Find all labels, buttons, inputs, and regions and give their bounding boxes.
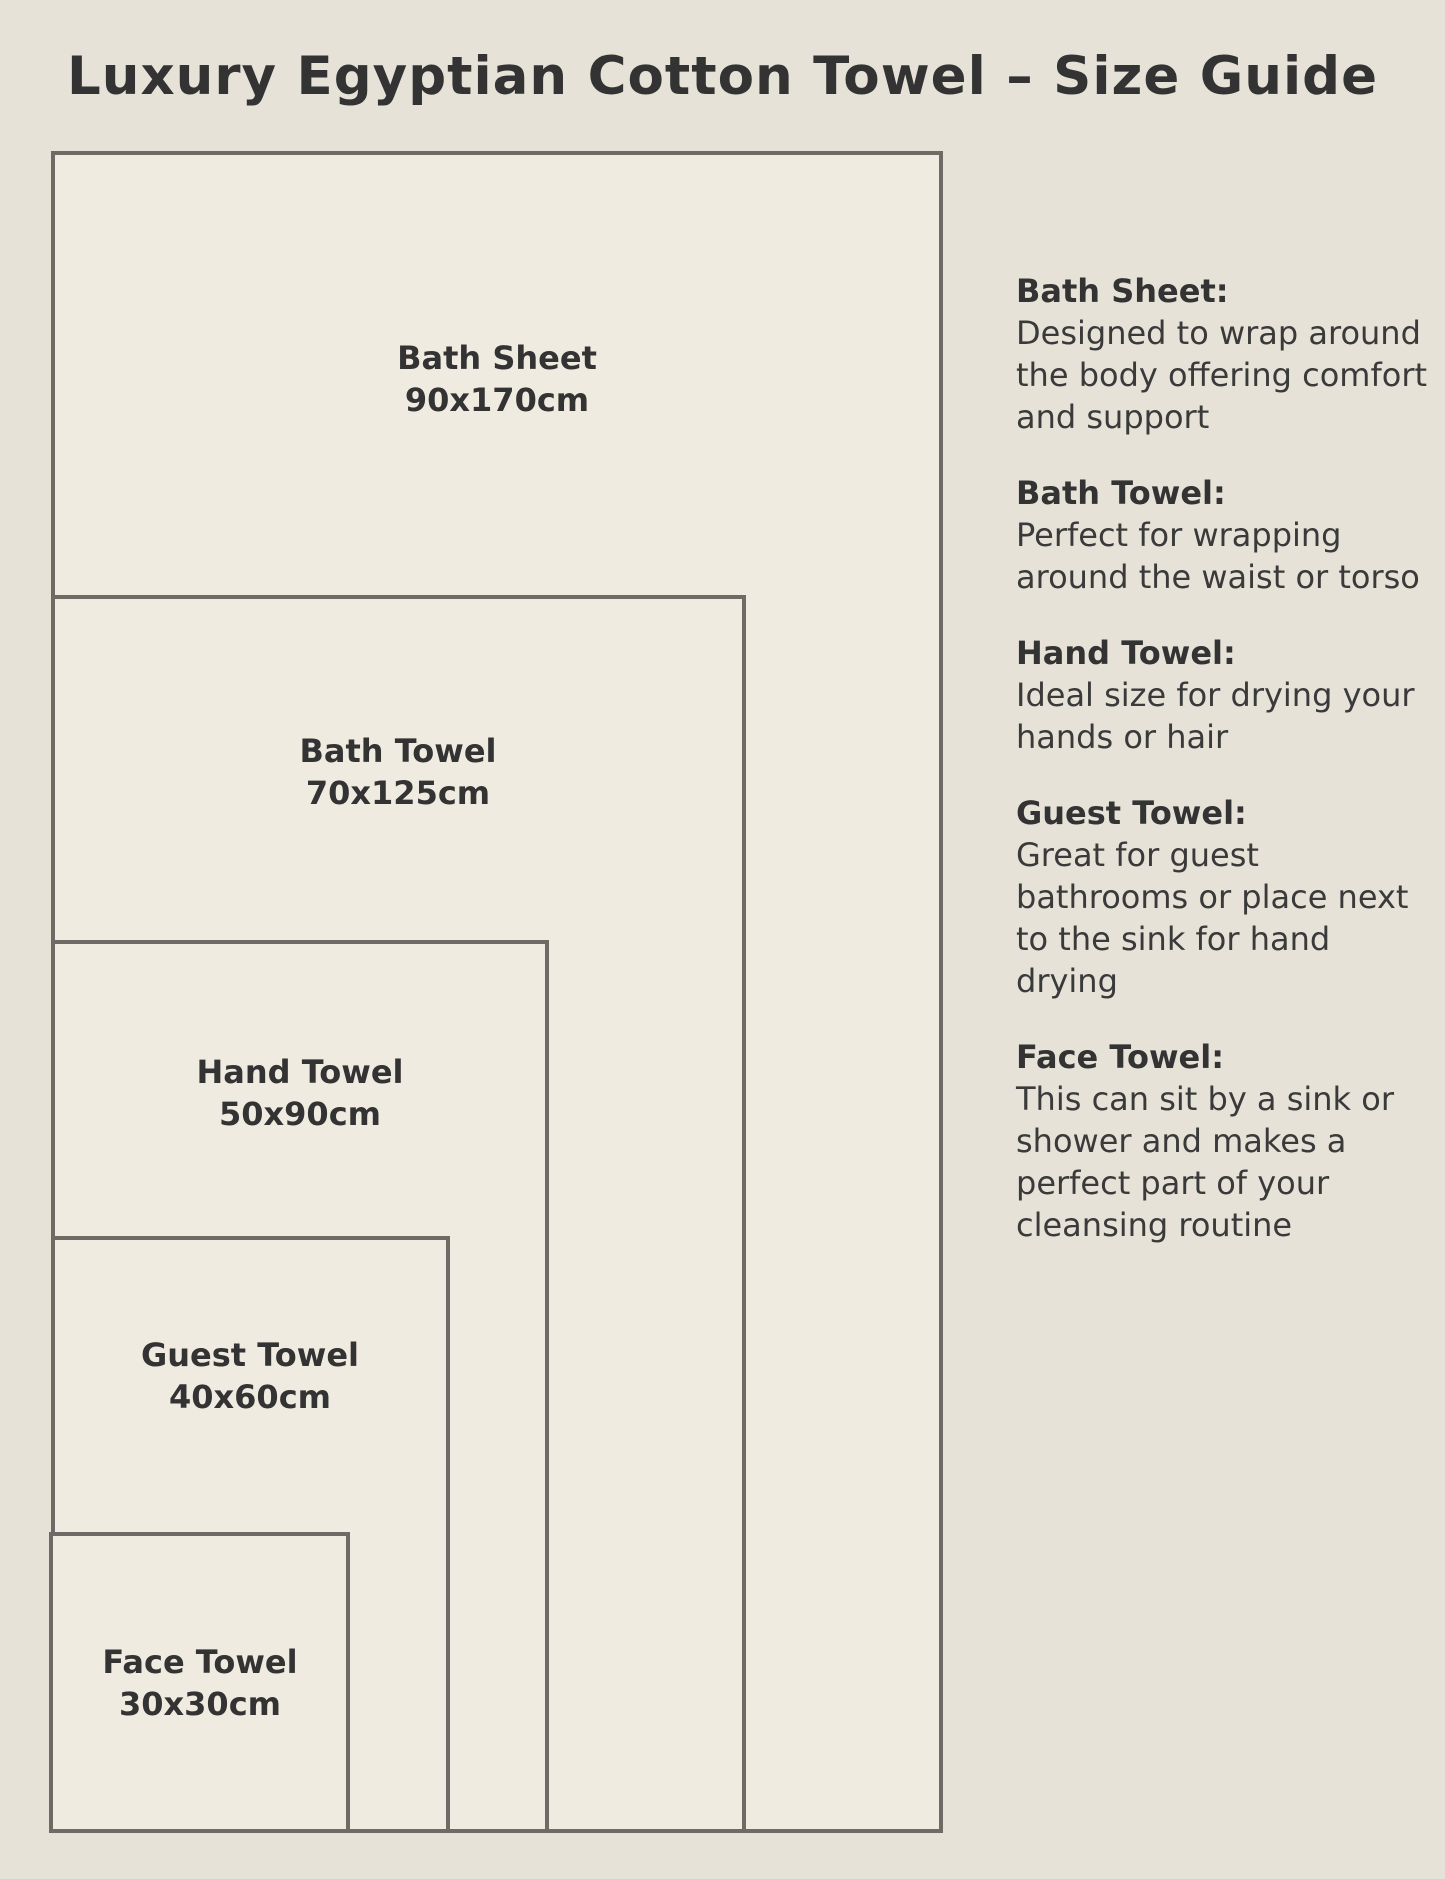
page-title: Luxury Egyptian Cotton Towel – Size Guide <box>66 46 1379 107</box>
hand-towel-size: 50x90cm <box>218 1095 381 1133</box>
face-towel-label <box>0 1641 400 1725</box>
description-heading: Face Towel: <box>1016 1038 1224 1076</box>
hand-towel-label <box>100 1051 500 1135</box>
description-heading: Bath Towel: <box>1016 474 1226 512</box>
guest-towel-label <box>50 1334 450 1418</box>
hand-towel-name: Hand Towel <box>196 1053 404 1091</box>
bath-sheet-size: 90x170cm <box>404 381 590 419</box>
description-bath-towel <box>1016 472 1436 598</box>
face-towel-name: Face Towel <box>102 1643 298 1681</box>
guest-towel-name: Guest Towel <box>140 1336 360 1374</box>
bath-sheet-label <box>297 337 697 421</box>
description-heading: Guest Towel: <box>1016 794 1247 832</box>
description-face-towel <box>1016 1036 1436 1246</box>
towel-descriptions <box>1016 270 1436 1280</box>
bath-towel-name: Bath Towel <box>299 732 497 770</box>
guest-towel-size: 40x60cm <box>168 1378 331 1416</box>
description-text: Great for guest bathrooms or place next to the sink for hand drying <box>1016 836 1409 1000</box>
bath-towel-size: 70x125cm <box>305 774 491 812</box>
bath-towel-label <box>198 730 598 814</box>
description-guest-towel <box>1016 792 1436 1002</box>
description-text: Perfect for wrapping around the waist or torso <box>1016 516 1420 596</box>
description-text: Ideal size for drying your hands or hair <box>1016 676 1415 756</box>
description-heading: Bath Sheet: <box>1016 272 1229 310</box>
description-hand-towel <box>1016 632 1436 758</box>
description-text: Designed to wrap around the body offering comfort and support <box>1016 314 1428 436</box>
bath-sheet-name: Bath Sheet <box>397 339 597 377</box>
face-towel-size: 30x30cm <box>118 1685 281 1723</box>
description-bath-sheet <box>1016 270 1436 438</box>
description-heading: Hand Towel: <box>1016 634 1236 672</box>
description-text: This can sit by a sink or shower and makes a perfect part of your cleansing routine <box>1016 1080 1394 1244</box>
